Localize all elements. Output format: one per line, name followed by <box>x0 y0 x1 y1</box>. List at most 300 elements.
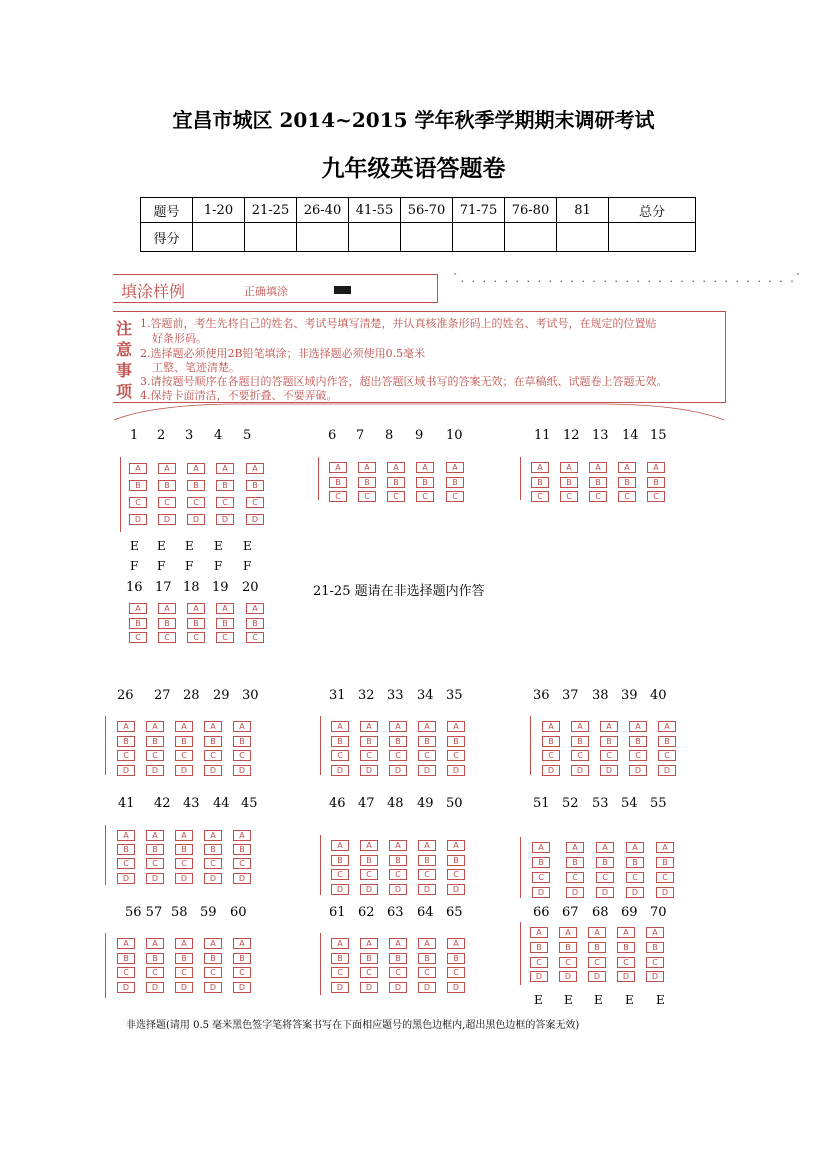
score-input-cell[interactable] <box>401 223 453 252</box>
option-bubble-a[interactable]: A <box>560 462 578 473</box>
question-number: 33 <box>387 688 404 703</box>
option-bubble-a[interactable]: A <box>233 830 251 841</box>
option-bubble-b[interactable]: B <box>389 736 407 747</box>
score-input-cell[interactable] <box>609 223 696 252</box>
option-bubble-d[interactable]: D <box>146 873 164 884</box>
score-input-cell[interactable] <box>557 223 609 252</box>
option-bubble-d[interactable]: D <box>588 971 606 982</box>
question-number: 40 <box>650 688 667 703</box>
option-bubble-a[interactable]: A <box>387 462 405 473</box>
question-number: 3 <box>185 428 194 443</box>
option-bubble-b[interactable]: B <box>566 857 584 868</box>
extra-option-label: E <box>625 993 634 1007</box>
option-bubble-a[interactable]: A <box>559 927 577 938</box>
option-bubble-d[interactable]: D <box>646 971 664 982</box>
option-bubble-d[interactable]: D <box>117 982 135 993</box>
score-input-cell[interactable] <box>505 223 557 252</box>
question-number: 54 <box>621 796 638 811</box>
option-bubble-a[interactable]: A <box>416 462 434 473</box>
option-bubble-b[interactable]: B <box>418 953 436 964</box>
question-number: 42 <box>154 796 171 811</box>
option-bubble-d[interactable]: D <box>626 887 644 898</box>
option-bubble-a[interactable]: A <box>331 840 349 851</box>
option-bubble-b[interactable]: B <box>447 855 465 866</box>
option-bubble-a[interactable]: A <box>532 842 550 853</box>
option-bubble-b[interactable]: B <box>559 942 577 953</box>
option-bubble-a[interactable]: A <box>187 603 205 614</box>
option-bubble-b[interactable]: B <box>600 736 618 747</box>
option-bubble-c[interactable]: C <box>117 750 135 761</box>
option-bubble-a[interactable]: A <box>358 462 376 473</box>
option-bubble-c[interactable]: C <box>129 632 147 643</box>
option-bubble-a[interactable]: A <box>360 840 378 851</box>
group-margin-line <box>105 716 106 775</box>
option-bubble-c[interactable]: C <box>447 967 465 978</box>
table-cell: 26-40 <box>297 198 349 223</box>
option-bubble-d[interactable]: D <box>204 873 222 884</box>
option-bubble-d[interactable]: D <box>360 765 378 776</box>
option-bubble-b[interactable]: B <box>129 618 147 629</box>
option-bubble-b[interactable]: B <box>588 942 606 953</box>
option-bubble-a[interactable]: A <box>389 840 407 851</box>
option-bubble-c[interactable]: C <box>559 957 577 968</box>
option-bubble-a[interactable]: A <box>588 927 606 938</box>
option-bubble-c[interactable]: C <box>175 967 193 978</box>
option-bubble-c[interactable]: C <box>158 632 176 643</box>
extra-option-label: E <box>130 539 139 553</box>
option-bubble-d[interactable]: D <box>542 765 560 776</box>
option-bubble-d[interactable]: D <box>360 982 378 993</box>
option-bubble-a[interactable]: A <box>418 840 436 851</box>
option-bubble-a[interactable]: A <box>360 938 378 949</box>
question-number: 5 <box>243 428 252 443</box>
option-bubble-d[interactable]: D <box>447 765 465 776</box>
option-bubble-b[interactable]: B <box>531 477 549 488</box>
option-bubble-a[interactable]: A <box>331 721 349 732</box>
option-bubble-a[interactable]: A <box>629 721 647 732</box>
extra-option-label: E <box>214 539 223 553</box>
option-bubble-d[interactable]: D <box>566 887 584 898</box>
option-bubble-d[interactable]: D <box>389 765 407 776</box>
question-number: 41 <box>118 796 135 811</box>
option-bubble-b[interactable]: B <box>246 480 264 491</box>
option-bubble-a[interactable]: A <box>566 842 584 853</box>
option-bubble-a[interactable]: A <box>233 938 251 949</box>
option-bubble-a[interactable]: A <box>158 463 176 474</box>
option-bubble-d[interactable]: D <box>233 873 251 884</box>
question-number: 13 <box>592 428 609 443</box>
option-bubble-a[interactable]: A <box>389 721 407 732</box>
option-bubble-b[interactable]: B <box>233 953 251 964</box>
option-bubble-a[interactable]: A <box>446 462 464 473</box>
option-bubble-c[interactable]: C <box>596 872 614 883</box>
option-bubble-c[interactable]: C <box>531 491 549 502</box>
option-bubble-a[interactable]: A <box>600 721 618 732</box>
option-bubble-c[interactable]: C <box>187 497 205 508</box>
option-bubble-b[interactable]: B <box>204 953 222 964</box>
option-bubble-b[interactable]: B <box>204 844 222 855</box>
option-bubble-a[interactable]: A <box>418 938 436 949</box>
option-bubble-c[interactable]: C <box>187 632 205 643</box>
option-bubble-c[interactable]: C <box>418 967 436 978</box>
option-bubble-b[interactable]: B <box>246 618 264 629</box>
option-bubble-b[interactable]: B <box>447 736 465 747</box>
table-cell: 56-70 <box>401 198 453 223</box>
option-bubble-c[interactable]: C <box>204 967 222 978</box>
option-bubble-c[interactable]: C <box>204 858 222 869</box>
option-bubble-d[interactable]: D <box>204 765 222 776</box>
question-number: 67 <box>562 905 579 920</box>
option-bubble-d[interactable]: D <box>117 765 135 776</box>
option-bubble-d[interactable]: D <box>331 884 349 895</box>
option-bubble-a[interactable]: A <box>658 721 676 732</box>
question-number: 6 <box>328 428 337 443</box>
option-bubble-c[interactable]: C <box>175 858 193 869</box>
group-margin-line <box>320 716 321 775</box>
option-bubble-c[interactable]: C <box>360 967 378 978</box>
option-bubble-a[interactable]: A <box>618 462 636 473</box>
option-bubble-c[interactable]: C <box>389 869 407 880</box>
option-bubble-b[interactable]: B <box>596 857 614 868</box>
option-bubble-c[interactable]: C <box>216 497 234 508</box>
group-margin-line <box>520 922 521 985</box>
option-bubble-b[interactable]: B <box>175 736 193 747</box>
option-bubble-b[interactable]: B <box>158 618 176 629</box>
option-bubble-d[interactable]: D <box>617 971 635 982</box>
option-bubble-a[interactable]: A <box>246 603 264 614</box>
option-bubble-c[interactable]: C <box>447 869 465 880</box>
option-bubble-d[interactable]: D <box>447 982 465 993</box>
option-bubble-a[interactable]: A <box>360 721 378 732</box>
option-bubble-c[interactable]: C <box>387 491 405 502</box>
option-bubble-c[interactable]: C <box>204 750 222 761</box>
option-bubble-c[interactable]: C <box>233 858 251 869</box>
option-bubble-c[interactable]: C <box>617 957 635 968</box>
group-margin-line <box>520 457 521 500</box>
option-bubble-d[interactable]: D <box>447 884 465 895</box>
option-bubble-a[interactable]: A <box>233 721 251 732</box>
option-bubble-b[interactable]: B <box>233 736 251 747</box>
option-bubble-c[interactable]: C <box>158 497 176 508</box>
option-bubble-c[interactable]: C <box>233 967 251 978</box>
option-bubble-b[interactable]: B <box>389 953 407 964</box>
option-bubble-a[interactable]: A <box>117 830 135 841</box>
option-bubble-b[interactable]: B <box>617 942 635 953</box>
option-bubble-b[interactable]: B <box>418 736 436 747</box>
option-bubble-d[interactable]: D <box>246 514 264 525</box>
question-number: 45 <box>241 796 258 811</box>
option-bubble-c[interactable]: C <box>246 497 264 508</box>
option-bubble-a[interactable]: A <box>204 721 222 732</box>
score-input-cell[interactable] <box>349 223 401 252</box>
score-input-cell[interactable] <box>453 223 505 252</box>
notice-line: 3.请按题号顺序在各题目的答题区域内作答，超出答题区域书写的答案无效；在草稿纸、试题卷上答题无效。 <box>140 375 668 388</box>
option-bubble-d[interactable]: D <box>389 884 407 895</box>
extra-option-label: F <box>185 559 194 573</box>
option-bubble-a[interactable]: A <box>329 462 347 473</box>
option-bubble-d[interactable]: D <box>216 514 234 525</box>
option-bubble-c[interactable]: C <box>146 967 164 978</box>
option-bubble-a[interactable]: A <box>447 721 465 732</box>
option-bubble-b[interactable]: B <box>117 953 135 964</box>
option-bubble-b[interactable]: B <box>416 477 434 488</box>
option-bubble-d[interactable]: D <box>146 982 164 993</box>
option-bubble-b[interactable]: B <box>542 736 560 747</box>
option-bubble-d[interactable]: D <box>571 765 589 776</box>
score-input-cell[interactable] <box>193 223 245 252</box>
option-bubble-c[interactable]: C <box>117 967 135 978</box>
option-bubble-b[interactable]: B <box>216 480 234 491</box>
question-number: 32 <box>358 688 375 703</box>
option-bubble-d[interactable]: D <box>233 982 251 993</box>
option-bubble-c[interactable]: C <box>146 750 164 761</box>
option-bubble-b[interactable]: B <box>418 855 436 866</box>
option-bubble-a[interactable]: A <box>331 938 349 949</box>
note-21-25: 21-25 题请在非选择题内作答 <box>313 584 485 599</box>
option-bubble-d[interactable]: D <box>204 982 222 993</box>
option-bubble-c[interactable]: C <box>117 858 135 869</box>
notice-line: 工整、笔迹清楚。 <box>152 361 240 374</box>
option-bubble-d[interactable]: D <box>175 765 193 776</box>
option-bubble-b[interactable]: B <box>530 942 548 953</box>
option-bubble-b[interactable]: B <box>146 844 164 855</box>
option-bubble-d[interactable]: D <box>117 873 135 884</box>
option-bubble-b[interactable]: B <box>532 857 550 868</box>
table-cell: 总分 <box>609 198 696 223</box>
option-bubble-b[interactable]: B <box>146 953 164 964</box>
option-bubble-c[interactable]: C <box>331 750 349 761</box>
question-number: 60 <box>230 905 247 920</box>
option-bubble-d[interactable]: D <box>656 887 674 898</box>
option-bubble-b[interactable]: B <box>187 480 205 491</box>
option-bubble-a[interactable]: A <box>418 721 436 732</box>
option-bubble-a[interactable]: A <box>447 840 465 851</box>
question-number: 14 <box>622 428 639 443</box>
option-bubble-b[interactable]: B <box>158 480 176 491</box>
option-bubble-a[interactable]: A <box>216 463 234 474</box>
option-bubble-a[interactable]: A <box>589 462 607 473</box>
option-bubble-c[interactable]: C <box>647 491 665 502</box>
option-bubble-a[interactable]: A <box>531 462 549 473</box>
option-bubble-d[interactable]: D <box>596 887 614 898</box>
group-margin-line <box>105 933 106 998</box>
option-bubble-c[interactable]: C <box>331 967 349 978</box>
option-bubble-c[interactable]: C <box>532 872 550 883</box>
option-bubble-c[interactable]: C <box>389 967 407 978</box>
option-bubble-d[interactable]: D <box>129 514 147 525</box>
option-bubble-d[interactable]: D <box>175 873 193 884</box>
option-bubble-c[interactable]: C <box>530 957 548 968</box>
option-bubble-a[interactable]: A <box>117 938 135 949</box>
option-bubble-a[interactable]: A <box>626 842 644 853</box>
option-bubble-c[interactable]: C <box>360 869 378 880</box>
option-bubble-b[interactable]: B <box>560 477 578 488</box>
option-bubble-c[interactable]: C <box>331 869 349 880</box>
barcode-area-dots: `. . . . . . . . . . . . . . . . . . . . . . . . . . . . . . .` <box>453 272 804 285</box>
option-bubble-c[interactable]: C <box>246 632 264 643</box>
score-input-cell[interactable] <box>245 223 297 252</box>
option-bubble-c[interactable]: C <box>560 491 578 502</box>
option-bubble-d[interactable]: D <box>331 982 349 993</box>
option-bubble-c[interactable]: C <box>389 750 407 761</box>
option-bubble-b[interactable]: B <box>571 736 589 747</box>
option-bubble-b[interactable]: B <box>360 953 378 964</box>
option-bubble-a[interactable]: A <box>146 938 164 949</box>
option-bubble-d[interactable]: D <box>418 884 436 895</box>
question-number: 7 <box>356 428 365 443</box>
option-bubble-d[interactable]: D <box>658 765 676 776</box>
option-bubble-a[interactable]: A <box>146 830 164 841</box>
option-bubble-b[interactable]: B <box>331 855 349 866</box>
option-bubble-c[interactable]: C <box>656 872 674 883</box>
option-bubble-a[interactable]: A <box>158 603 176 614</box>
option-bubble-a[interactable]: A <box>656 842 674 853</box>
option-bubble-a[interactable]: A <box>530 927 548 938</box>
extra-option-label: E <box>564 993 573 1007</box>
group-margin-line <box>520 837 521 898</box>
option-bubble-b[interactable]: B <box>117 844 135 855</box>
option-bubble-c[interactable]: C <box>358 491 376 502</box>
option-bubble-d[interactable]: D <box>532 887 550 898</box>
option-bubble-a[interactable]: A <box>204 830 222 841</box>
option-bubble-c[interactable]: C <box>600 750 618 761</box>
option-bubble-b[interactable]: B <box>658 736 676 747</box>
option-bubble-a[interactable]: A <box>187 463 205 474</box>
table-cell: 得分 <box>141 223 193 252</box>
question-number: 37 <box>562 688 579 703</box>
option-bubble-c[interactable]: C <box>588 957 606 968</box>
option-bubble-b[interactable]: B <box>387 477 405 488</box>
option-bubble-b[interactable]: B <box>331 953 349 964</box>
group-margin-line <box>320 933 321 995</box>
option-bubble-c[interactable]: C <box>216 632 234 643</box>
option-bubble-b[interactable]: B <box>618 477 636 488</box>
question-number: 64 <box>417 905 434 920</box>
option-bubble-d[interactable]: D <box>629 765 647 776</box>
option-bubble-c[interactable]: C <box>146 858 164 869</box>
option-bubble-a[interactable]: A <box>646 927 664 938</box>
extra-option-label: E <box>656 993 665 1007</box>
question-number: 58 <box>171 905 188 920</box>
option-bubble-d[interactable]: D <box>158 514 176 525</box>
option-bubble-c[interactable]: C <box>129 497 147 508</box>
option-bubble-a[interactable]: A <box>216 603 234 614</box>
option-bubble-a[interactable]: A <box>647 462 665 473</box>
option-bubble-c[interactable]: C <box>447 750 465 761</box>
option-bubble-c[interactable]: C <box>542 750 560 761</box>
question-number: 66 <box>533 905 550 920</box>
option-bubble-d[interactable]: D <box>530 971 548 982</box>
option-bubble-a[interactable]: A <box>129 603 147 614</box>
option-bubble-b[interactable]: B <box>629 736 647 747</box>
option-bubble-a[interactable]: A <box>129 463 147 474</box>
option-bubble-b[interactable]: B <box>589 477 607 488</box>
option-bubble-c[interactable]: C <box>418 869 436 880</box>
option-bubble-b[interactable]: B <box>360 855 378 866</box>
option-bubble-d[interactable]: D <box>233 765 251 776</box>
option-bubble-c[interactable]: C <box>571 750 589 761</box>
option-bubble-b[interactable]: B <box>646 942 664 953</box>
option-bubble-c[interactable]: C <box>566 872 584 883</box>
option-bubble-d[interactable]: D <box>559 971 577 982</box>
option-bubble-b[interactable]: B <box>233 844 251 855</box>
option-bubble-c[interactable]: C <box>175 750 193 761</box>
question-number: 4 <box>214 428 223 443</box>
option-bubble-a[interactable]: A <box>146 721 164 732</box>
option-bubble-c[interactable]: C <box>360 750 378 761</box>
question-number: 62 <box>358 905 375 920</box>
option-bubble-d[interactable]: D <box>389 982 407 993</box>
option-bubble-a[interactable]: A <box>175 721 193 732</box>
option-bubble-b[interactable]: B <box>358 477 376 488</box>
option-bubble-a[interactable]: A <box>542 721 560 732</box>
option-bubble-c[interactable]: C <box>618 491 636 502</box>
option-bubble-a[interactable]: A <box>175 938 193 949</box>
option-bubble-a[interactable]: A <box>246 463 264 474</box>
option-bubble-d[interactable]: D <box>175 982 193 993</box>
option-bubble-c[interactable]: C <box>589 491 607 502</box>
option-bubble-a[interactable]: A <box>117 721 135 732</box>
option-bubble-d[interactable]: D <box>360 884 378 895</box>
option-bubble-c[interactable]: C <box>629 750 647 761</box>
sample-correct-label: 正确填涂 <box>244 285 288 298</box>
option-bubble-c[interactable]: C <box>446 491 464 502</box>
option-bubble-c[interactable]: C <box>658 750 676 761</box>
question-number: 16 <box>126 580 143 595</box>
option-bubble-b[interactable]: B <box>329 477 347 488</box>
notice-title: 注意事项 <box>116 319 133 401</box>
option-bubble-d[interactable]: D <box>331 765 349 776</box>
option-bubble-b[interactable]: B <box>389 855 407 866</box>
option-bubble-b[interactable]: B <box>187 618 205 629</box>
option-bubble-a[interactable]: A <box>571 721 589 732</box>
option-bubble-d[interactable]: D <box>418 765 436 776</box>
score-input-cell[interactable] <box>297 223 349 252</box>
option-bubble-b[interactable]: B <box>626 857 644 868</box>
question-number: 38 <box>592 688 609 703</box>
option-bubble-b[interactable]: B <box>129 480 147 491</box>
option-bubble-a[interactable]: A <box>175 830 193 841</box>
option-bubble-c[interactable]: C <box>646 957 664 968</box>
option-bubble-c[interactable]: C <box>416 491 434 502</box>
option-bubble-a[interactable]: A <box>447 938 465 949</box>
option-bubble-b[interactable]: B <box>117 736 135 747</box>
option-bubble-b[interactable]: B <box>175 844 193 855</box>
option-bubble-b[interactable]: B <box>331 736 349 747</box>
option-bubble-a[interactable]: A <box>617 927 635 938</box>
option-bubble-b[interactable]: B <box>647 477 665 488</box>
option-bubble-c[interactable]: C <box>233 750 251 761</box>
option-bubble-d[interactable]: D <box>600 765 618 776</box>
option-bubble-b[interactable]: B <box>204 736 222 747</box>
option-bubble-b[interactable]: B <box>446 477 464 488</box>
option-bubble-d[interactable]: D <box>187 514 205 525</box>
option-bubble-b[interactable]: B <box>447 953 465 964</box>
option-bubble-c[interactable]: C <box>418 750 436 761</box>
option-bubble-b[interactable]: B <box>656 857 674 868</box>
option-bubble-b[interactable]: B <box>360 736 378 747</box>
option-bubble-c[interactable]: C <box>626 872 644 883</box>
option-bubble-d[interactable]: D <box>146 765 164 776</box>
option-bubble-b[interactable]: B <box>175 953 193 964</box>
option-bubble-a[interactable]: A <box>596 842 614 853</box>
option-bubble-c[interactable]: C <box>329 491 347 502</box>
option-bubble-b[interactable]: B <box>146 736 164 747</box>
option-bubble-a[interactable]: A <box>204 938 222 949</box>
option-bubble-b[interactable]: B <box>216 618 234 629</box>
option-bubble-a[interactable]: A <box>389 938 407 949</box>
option-bubble-d[interactable]: D <box>418 982 436 993</box>
